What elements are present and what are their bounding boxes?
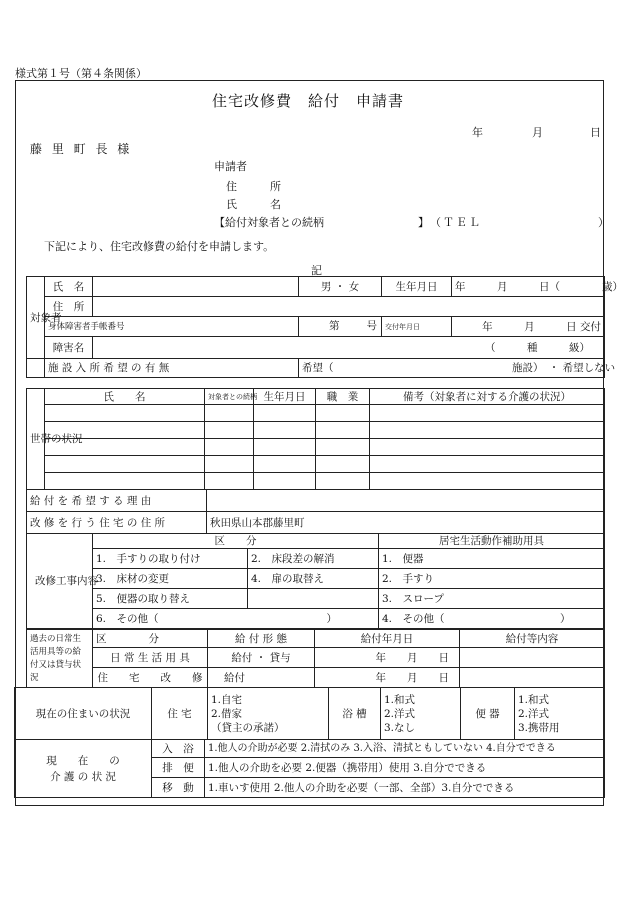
toilet-options[interactable]: 1.和式 2.洋式 3.携帯用 (515, 688, 605, 740)
reason-table (26, 489, 605, 534)
household-header-relation: 対象者との続柄 (205, 389, 254, 405)
form-number: 様式第１号（第４条関係） (15, 67, 147, 80)
date-year: 年 (472, 126, 483, 139)
toilet-label: 便 器 (461, 688, 515, 740)
work-item-6[interactable]: 6. その他（ ） (93, 609, 379, 629)
household-header-name: 氏 名 (45, 389, 205, 405)
household-cell[interactable] (316, 456, 370, 473)
house-label: 住 宅 (152, 688, 208, 740)
aid-item-1[interactable]: 1. 便器 (379, 549, 605, 569)
past-header-form: 給 付 形 態 (208, 630, 315, 648)
residence-table (14, 687, 605, 740)
care-table (14, 739, 605, 798)
past-row-1-date[interactable]: 年 月 日 (315, 648, 460, 668)
date-day: 日 (590, 126, 601, 139)
household-cell[interactable] (254, 439, 316, 456)
household-cell[interactable] (370, 422, 605, 439)
past-row-2-date[interactable]: 年 月 日 (315, 668, 460, 688)
subject-name-field[interactable] (93, 277, 299, 297)
facility-value[interactable]: 希望（ 施設） ・ 希望しない (299, 359, 605, 378)
household-header-birth: 生年月日 (254, 389, 316, 405)
household-cell[interactable] (370, 439, 605, 456)
reason-label: 給 付 を 希 望 す る 理 由 (27, 490, 207, 512)
household-cell[interactable] (205, 456, 254, 473)
household-cell[interactable] (316, 473, 370, 490)
past-header-date: 給付年月日 (315, 630, 460, 648)
house-address-label: 改 修 を 行 う 住 宅 の 住 所 (27, 512, 207, 534)
past-table (26, 629, 605, 688)
household-cell[interactable] (370, 473, 605, 490)
work-item-blank (248, 589, 379, 609)
handbook-suffix: 号 (366, 320, 377, 332)
residence-label: 現在の住まいの状況 (15, 688, 152, 740)
care-bath-label: 入 浴 (152, 740, 205, 758)
issue-label: 交付年月日 (382, 317, 452, 337)
work-item-4[interactable]: 4. 扉の取替え (248, 569, 379, 589)
bath-options[interactable]: 1.和式 2.洋式 3.なし (381, 688, 461, 740)
past-header-category: 区 分 (93, 630, 208, 648)
household-cell[interactable] (254, 473, 316, 490)
facility-blank (27, 359, 45, 378)
tel-end: ） (598, 216, 609, 229)
facility-label: 施 設 入 所 希 望 の 有 無 (45, 359, 299, 378)
care-movement-label: 移 動 (152, 778, 205, 798)
household-side-label: 世帯の状況 (27, 389, 45, 490)
subject-sex[interactable]: 男 ・ 女 (299, 277, 382, 297)
care-excretion-label: 排 便 (152, 758, 205, 778)
handbook-number[interactable] (299, 317, 382, 337)
subject-side-label: 対象者 (27, 277, 45, 359)
past-label: 過去の日常生活用具等の給付又は貸与状況 (27, 630, 93, 688)
works-table (26, 533, 605, 629)
past-row-1-content[interactable] (460, 648, 605, 668)
household-cell[interactable] (370, 405, 605, 422)
past-row-2-form[interactable]: 給付 (208, 668, 315, 688)
date-month: 月 (532, 126, 543, 139)
form-title: 住宅改修費 給付 申請書 (212, 92, 405, 110)
household-cell[interactable] (45, 473, 205, 490)
household-cell[interactable] (254, 405, 316, 422)
relation-label: 【給付対象者との続柄 (214, 216, 324, 229)
past-row-1-category: 日 常 生 活 用 具 (93, 648, 208, 668)
household-cell[interactable] (205, 473, 254, 490)
household-cell[interactable] (45, 405, 205, 422)
applicant-heading: 申請者 (214, 160, 247, 173)
household-cell[interactable] (316, 422, 370, 439)
household-cell[interactable] (45, 456, 205, 473)
handbook-label: 身体障害者手帳番号 (45, 317, 299, 337)
reason-field[interactable] (207, 490, 605, 512)
care-bath-options[interactable]: 1.他人の介助が必要 2.清拭のみ 3.入浴、清拭ともしていない 4.自分でできる (205, 740, 605, 758)
household-cell[interactable] (316, 405, 370, 422)
care-label: 現 在 の 介 護 の 状 況 (15, 740, 152, 798)
subject-birth-value[interactable]: 年 月 日（ 歳） (452, 277, 605, 297)
house-options[interactable]: 1.自宅 2.借家 （貸主の承諾） (208, 688, 329, 740)
household-header-job: 職 業 (316, 389, 370, 405)
aid-header: 居宅生活動作補助用具 (379, 534, 605, 549)
household-cell[interactable] (254, 422, 316, 439)
applicant-name-label: 氏 名 (226, 198, 281, 211)
past-row-2-content[interactable] (460, 668, 605, 688)
household-cell[interactable] (254, 456, 316, 473)
past-row-2-category: 住 宅 改 修 (93, 668, 208, 688)
tel-label: （ＴＥＬ (430, 216, 482, 229)
household-cell[interactable] (205, 439, 254, 456)
subject-name-label: 氏 名 (45, 277, 93, 297)
work-item-1[interactable]: 1. 手すりの取り付け (93, 549, 248, 569)
relation-end: 】 (418, 216, 429, 229)
household-header-remarks: 備考（対象者に対する介護の状況） (370, 389, 605, 405)
aid-item-2[interactable]: 2. 手すり (379, 569, 605, 589)
works-label: 改修工事内容 (27, 534, 93, 629)
intro-text: 下記により、住宅改修費の給付を申請します。 (44, 240, 275, 253)
applicant-address-label: 住 所 (226, 180, 281, 193)
addressee: 藤 里 町 長 様 (30, 142, 133, 156)
bath-label: 浴 槽 (329, 688, 381, 740)
household-table (26, 388, 605, 490)
past-header-content: 給付等内容 (460, 630, 605, 648)
care-excretion-options[interactable]: 1.他人の介助を必要 2.便器（携帯用）使用 3.自分でできる (205, 758, 605, 778)
aid-item-3[interactable]: 3. スロープ (379, 589, 605, 609)
household-cell[interactable] (205, 422, 254, 439)
subject-table (26, 276, 623, 378)
care-movement-options[interactable]: 1.車いす使用 2.他人の介助を必要（一部、全部）3.自分でできる (205, 778, 605, 798)
issue-value[interactable]: 年 月 日 交付 (452, 317, 605, 337)
household-cell[interactable] (370, 456, 605, 473)
work-item-5[interactable]: 5. 便器の取り替え (93, 589, 248, 609)
works-col-header: 区 分 (93, 534, 379, 549)
past-row-1-form[interactable]: 給付 ・ 貸与 (208, 648, 315, 668)
ki-label: 記 (311, 264, 322, 277)
subject-address-field[interactable] (93, 297, 605, 317)
household-cell[interactable] (316, 439, 370, 456)
handbook-prefix: 第 (329, 320, 340, 332)
house-address-value[interactable]: 秋田県山本郡藤里町 (207, 512, 605, 534)
subject-birth-label: 生年月日 (382, 277, 452, 297)
aid-item-4[interactable]: 4. その他（ ） (379, 609, 605, 629)
work-item-2[interactable]: 2. 床段差の解消 (248, 549, 379, 569)
disability-value[interactable]: （ 種 級） (93, 337, 605, 359)
disability-label: 障害名 (45, 337, 93, 359)
work-item-3[interactable]: 3. 床材の変更 (93, 569, 248, 589)
subject-address-label: 住 所 (45, 297, 93, 317)
household-cell[interactable] (205, 405, 254, 422)
